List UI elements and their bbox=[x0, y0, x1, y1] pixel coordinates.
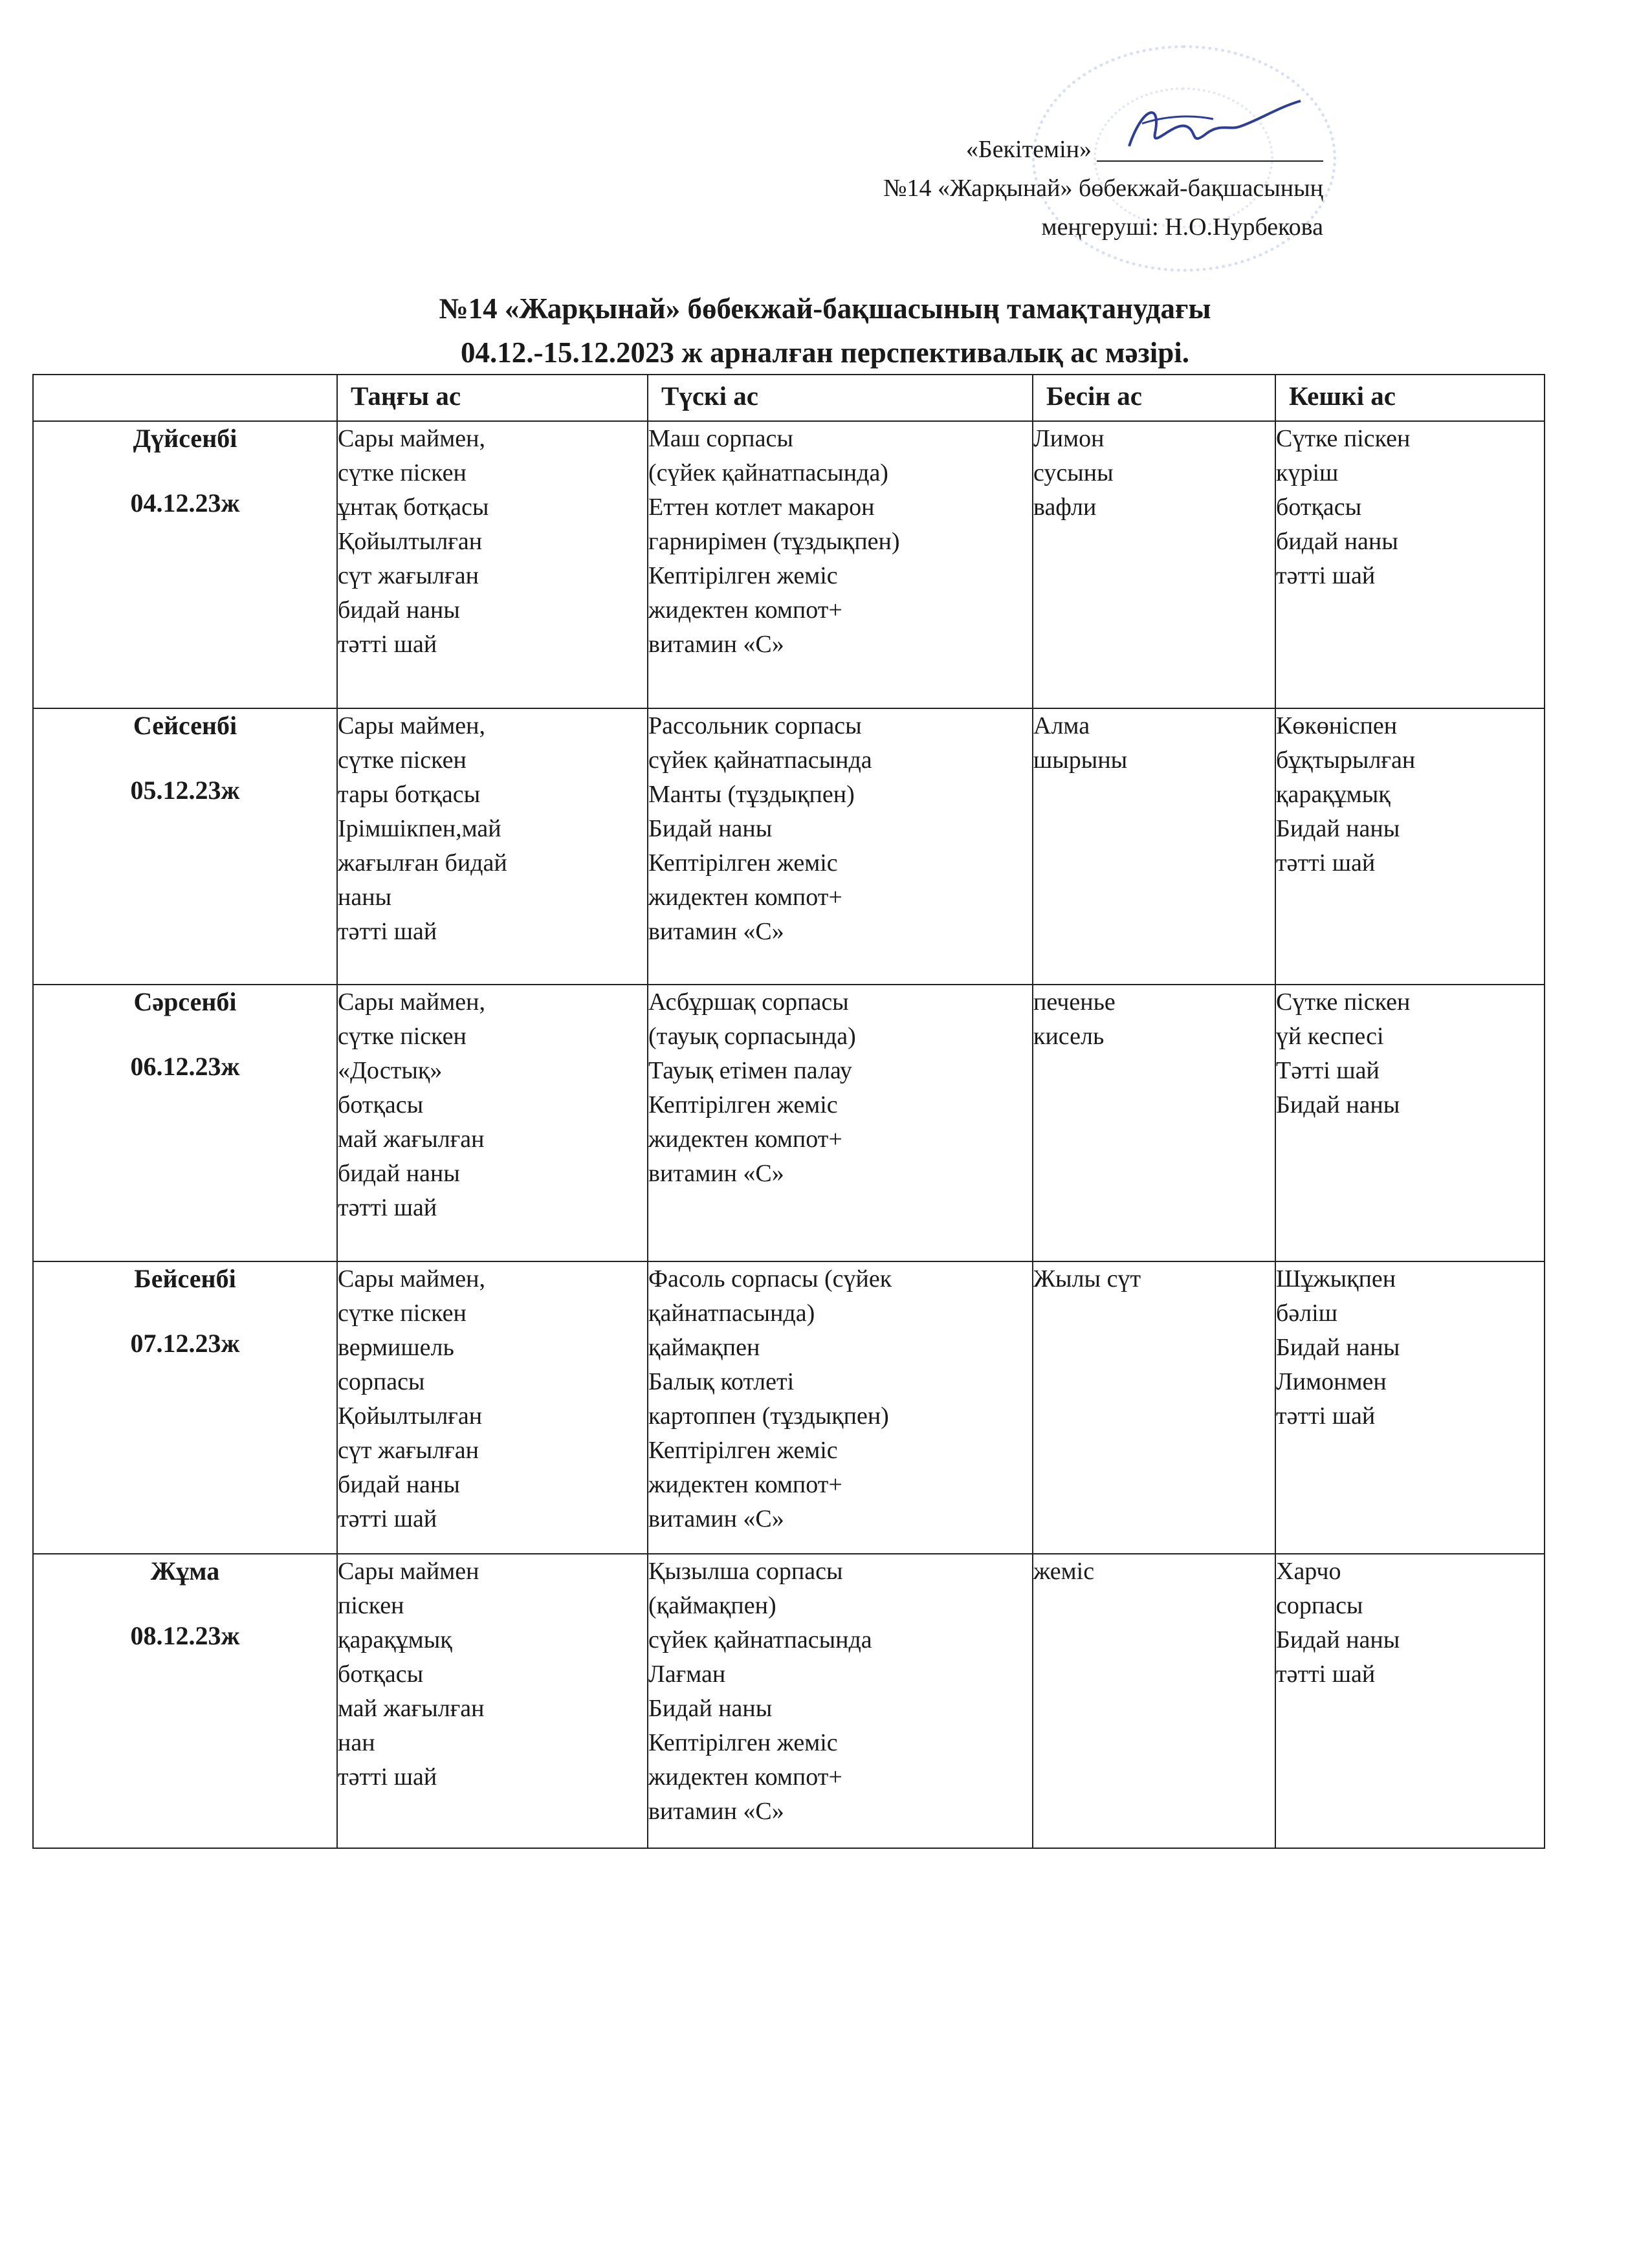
day-name: Дүйсенбі bbox=[133, 424, 237, 453]
breakfast-item: Сары маймен, bbox=[338, 712, 485, 740]
breakfast-item: май жағылған bbox=[338, 1695, 485, 1723]
dinner-item: үй кеспесі bbox=[1276, 1023, 1384, 1051]
header-cell-snack: Бесін ас bbox=[1033, 375, 1275, 421]
dinner-item: бидай наны bbox=[1276, 528, 1398, 555]
day-name: Жұма bbox=[150, 1556, 220, 1586]
lunch-cell bbox=[648, 1261, 1033, 1554]
snack-item: печенье bbox=[1033, 988, 1116, 1016]
snack-item: Жылы сүт bbox=[1033, 1265, 1141, 1292]
lunch-item: қаймақпен bbox=[648, 1333, 760, 1361]
day-name: Бейсенбі bbox=[134, 1263, 236, 1293]
lunch-cell bbox=[648, 985, 1033, 1261]
breakfast-cell bbox=[337, 985, 648, 1261]
dinner-item: Тәтті шай bbox=[1276, 1057, 1380, 1085]
breakfast-cell bbox=[337, 1261, 648, 1554]
breakfast-item: Сары маймен bbox=[338, 1558, 479, 1586]
breakfast-item: сүт жағылған bbox=[338, 562, 479, 589]
dinner-item: Бидай наны bbox=[1276, 1333, 1400, 1361]
lunch-item: (тауық сорпасында) bbox=[648, 1023, 856, 1051]
snack-cell bbox=[1033, 421, 1275, 708]
lunch-item: витамин «С» bbox=[648, 1160, 784, 1188]
dinner-item: күріш bbox=[1276, 459, 1339, 486]
breakfast-item: ботқасы bbox=[338, 1661, 424, 1688]
lunch-item: витамин «С» bbox=[648, 1798, 784, 1826]
lunch-item: жидектен компот+ bbox=[648, 596, 842, 624]
lunch-item: жидектен компот+ bbox=[648, 1126, 842, 1153]
breakfast-item: сүтке піскен bbox=[338, 459, 467, 486]
lunch-item: Кептірілген жеміс bbox=[648, 562, 838, 589]
approval-line-3: меңгеруші: Н.О.Нурбекова bbox=[1041, 213, 1323, 241]
lunch-item: Рассольник сорпасы bbox=[648, 712, 862, 740]
approval-line-2: №14 «Жарқынай» бөбекжай-бақшасының bbox=[883, 175, 1323, 202]
day-cell bbox=[33, 708, 337, 985]
dinner-item: тәтті шай bbox=[1276, 1661, 1376, 1688]
header-cell-day bbox=[33, 375, 337, 421]
lunch-item: қайнатпасында) bbox=[648, 1299, 815, 1327]
breakfast-item: тәтті шай bbox=[338, 1763, 437, 1791]
breakfast-item: «Достық» bbox=[338, 1057, 443, 1085]
approval-label: «Бекітемін» bbox=[965, 136, 1092, 163]
breakfast-item: бидай наны bbox=[338, 596, 460, 624]
dinner-cell bbox=[1275, 1261, 1545, 1554]
breakfast-item: піскен bbox=[338, 1592, 404, 1620]
lunch-item: Кептірілген жеміс bbox=[648, 849, 838, 877]
day-name: Сейсенбі bbox=[133, 711, 237, 741]
table-row bbox=[33, 708, 1545, 985]
dinner-cell bbox=[1275, 708, 1545, 985]
lunch-item: Бидай наны bbox=[648, 815, 773, 843]
dinner-item: Бидай наны bbox=[1276, 815, 1400, 843]
lunch-item: гарнирімен (тұздықпен) bbox=[648, 528, 900, 555]
table-header-row bbox=[33, 375, 1545, 421]
dinner-cell bbox=[1275, 985, 1545, 1261]
lunch-item: (сүйек қайнатпасында) bbox=[648, 459, 888, 486]
dinner-item: бұқтырылған bbox=[1276, 747, 1416, 774]
breakfast-item: вермишель bbox=[338, 1333, 454, 1361]
breakfast-item: Ірімшікпен,май bbox=[338, 815, 501, 843]
breakfast-item: Қойылтылған bbox=[338, 1402, 483, 1430]
lunch-cell bbox=[648, 1554, 1033, 1848]
lunch-cell bbox=[648, 421, 1033, 708]
breakfast-item: тәтті шай bbox=[338, 1194, 437, 1222]
snack-item: кисель bbox=[1033, 1023, 1105, 1051]
lunch-item: жидектен компот+ bbox=[648, 1470, 842, 1498]
day-cell bbox=[33, 985, 337, 1261]
table-row bbox=[33, 1554, 1545, 1848]
breakfast-cell bbox=[337, 421, 648, 708]
breakfast-item: тары ботқасы bbox=[338, 781, 481, 809]
breakfast-item: қарақұмық bbox=[338, 1626, 452, 1654]
dinner-item: тәтті шай bbox=[1276, 1402, 1376, 1430]
table-row bbox=[33, 421, 1545, 708]
snack-cell bbox=[1033, 1554, 1275, 1848]
breakfast-item: бидай наны bbox=[338, 1470, 460, 1498]
table-row bbox=[33, 1261, 1545, 1554]
dinner-item: Лимонмен bbox=[1276, 1368, 1387, 1395]
signature-line bbox=[1097, 141, 1323, 162]
dinner-item: Сүтке піскен bbox=[1276, 425, 1411, 452]
dinner-item: Көкөніспен bbox=[1276, 712, 1398, 740]
table-row bbox=[33, 985, 1545, 1261]
lunch-item: витамин «С» bbox=[648, 1505, 784, 1532]
breakfast-item: сорпасы bbox=[338, 1368, 425, 1395]
header-cell-lunch: Түскі ас bbox=[648, 375, 1033, 421]
breakfast-item: сүт жағылған bbox=[338, 1436, 479, 1464]
snack-item: шырыны bbox=[1033, 747, 1128, 774]
day-name: Сәрсенбі bbox=[133, 987, 237, 1017]
lunch-item: Фасоль сорпасы (сүйек bbox=[648, 1265, 892, 1292]
snack-item: вафли bbox=[1033, 494, 1097, 521]
lunch-item: Кептірілген жеміс bbox=[648, 1436, 838, 1464]
snack-item: Лимон bbox=[1033, 425, 1105, 452]
dinner-item: Шұжықпен bbox=[1276, 1265, 1396, 1292]
dinner-item: тәтті шай bbox=[1276, 849, 1376, 877]
breakfast-cell bbox=[337, 1554, 648, 1848]
lunch-item: витамин «С» bbox=[648, 918, 784, 946]
snack-item: Алма bbox=[1033, 712, 1090, 740]
lunch-item: Манты (тұздықпен) bbox=[648, 781, 855, 809]
breakfast-item: Сары маймен, bbox=[338, 1265, 485, 1292]
dinner-item: сорпасы bbox=[1276, 1592, 1363, 1620]
menu-table-body bbox=[33, 421, 1545, 1848]
lunch-item: (қаймақпен) bbox=[648, 1592, 776, 1620]
day-cell bbox=[33, 1261, 337, 1554]
dinner-item: Бидай наны bbox=[1276, 1626, 1400, 1654]
breakfast-item: сүтке піскен bbox=[338, 1299, 467, 1327]
breakfast-cell bbox=[337, 708, 648, 985]
dinner-cell bbox=[1275, 1554, 1545, 1848]
snack-cell bbox=[1033, 708, 1275, 985]
dinner-item: бәліш bbox=[1276, 1299, 1337, 1327]
dinner-item: Бидай наны bbox=[1276, 1091, 1400, 1119]
breakfast-item: тәтті шай bbox=[338, 631, 437, 658]
lunch-item: Қызылша сорпасы bbox=[648, 1558, 843, 1586]
lunch-item: жидектен компот+ bbox=[648, 884, 842, 911]
document-title-line-2: 04.12.-15.12.2023 ж арналған перспективалық ас мәзірі. bbox=[460, 336, 1190, 369]
lunch-item: Бидай наны bbox=[648, 1695, 773, 1723]
document-title-line-1: №14 «Жарқынай» бөбекжай-бақшасының тамақтанудағы bbox=[439, 292, 1211, 325]
day-date: 07.12.23ж bbox=[130, 1328, 240, 1358]
header-cell-breakfast: Таңғы ас bbox=[337, 375, 648, 421]
dinner-item: ботқасы bbox=[1276, 494, 1362, 521]
breakfast-item: Сары маймен, bbox=[338, 425, 485, 452]
breakfast-item: сүтке піскен bbox=[338, 747, 467, 774]
breakfast-item: тәтті шай bbox=[338, 918, 437, 946]
snack-item: жеміс bbox=[1033, 1558, 1095, 1586]
breakfast-item: Қойылтылған bbox=[338, 528, 483, 555]
lunch-cell bbox=[648, 708, 1033, 985]
lunch-item: Балық котлеті bbox=[648, 1368, 795, 1395]
dinner-item: Харчо bbox=[1276, 1558, 1341, 1586]
header-cell-dinner: Кешкі ас bbox=[1275, 375, 1545, 421]
day-cell bbox=[33, 421, 337, 708]
day-date: 04.12.23ж bbox=[130, 488, 240, 518]
approval-line-1 bbox=[966, 137, 1323, 162]
day-date: 05.12.23ж bbox=[130, 776, 240, 805]
lunch-item: сүйек қайнатпасында bbox=[648, 1626, 872, 1654]
lunch-item: Асбұршақ сорпасы bbox=[648, 988, 849, 1016]
lunch-item: сүйек қайнатпасында bbox=[648, 747, 872, 774]
breakfast-item: жағылған бидай bbox=[338, 849, 507, 877]
lunch-item: картоппен (тұздықпен) bbox=[648, 1402, 889, 1430]
breakfast-item: тәтті шай bbox=[338, 1505, 437, 1532]
dinner-item: Сүтке піскен bbox=[1276, 988, 1411, 1016]
dinner-cell bbox=[1275, 421, 1545, 708]
breakfast-item: наны bbox=[338, 884, 392, 911]
lunch-item: Кептірілген жеміс bbox=[648, 1091, 838, 1119]
breakfast-item: бидай наны bbox=[338, 1160, 460, 1188]
lunch-item: витамин «С» bbox=[648, 631, 784, 658]
lunch-item: жидектен компот+ bbox=[648, 1763, 842, 1791]
snack-cell bbox=[1033, 1261, 1275, 1554]
lunch-item: Лағман bbox=[648, 1661, 726, 1688]
menu-table bbox=[32, 374, 1545, 1849]
breakfast-item: нан bbox=[338, 1729, 375, 1757]
day-cell bbox=[33, 1554, 337, 1848]
snack-item: сусыны bbox=[1033, 459, 1114, 486]
breakfast-item: сүтке піскен bbox=[338, 1023, 467, 1051]
lunch-item: Маш сорпасы bbox=[648, 425, 793, 452]
breakfast-item: ботқасы bbox=[338, 1091, 424, 1119]
lunch-item: Тауық етімен палау bbox=[648, 1057, 852, 1085]
breakfast-item: май жағылған bbox=[338, 1126, 485, 1153]
lunch-item: Еттен котлет макарон bbox=[648, 494, 875, 521]
snack-cell bbox=[1033, 985, 1275, 1261]
dinner-item: тәтті шай bbox=[1276, 562, 1376, 589]
signature-icon bbox=[1116, 94, 1310, 166]
dinner-item: қарақұмық bbox=[1276, 781, 1391, 809]
day-date: 08.12.23ж bbox=[130, 1621, 240, 1651]
breakfast-item: ұнтақ ботқасы bbox=[338, 494, 489, 521]
lunch-item: Кептірілген жеміс bbox=[648, 1729, 838, 1757]
breakfast-item: Сары маймен, bbox=[338, 988, 485, 1016]
day-date: 06.12.23ж bbox=[130, 1052, 240, 1082]
